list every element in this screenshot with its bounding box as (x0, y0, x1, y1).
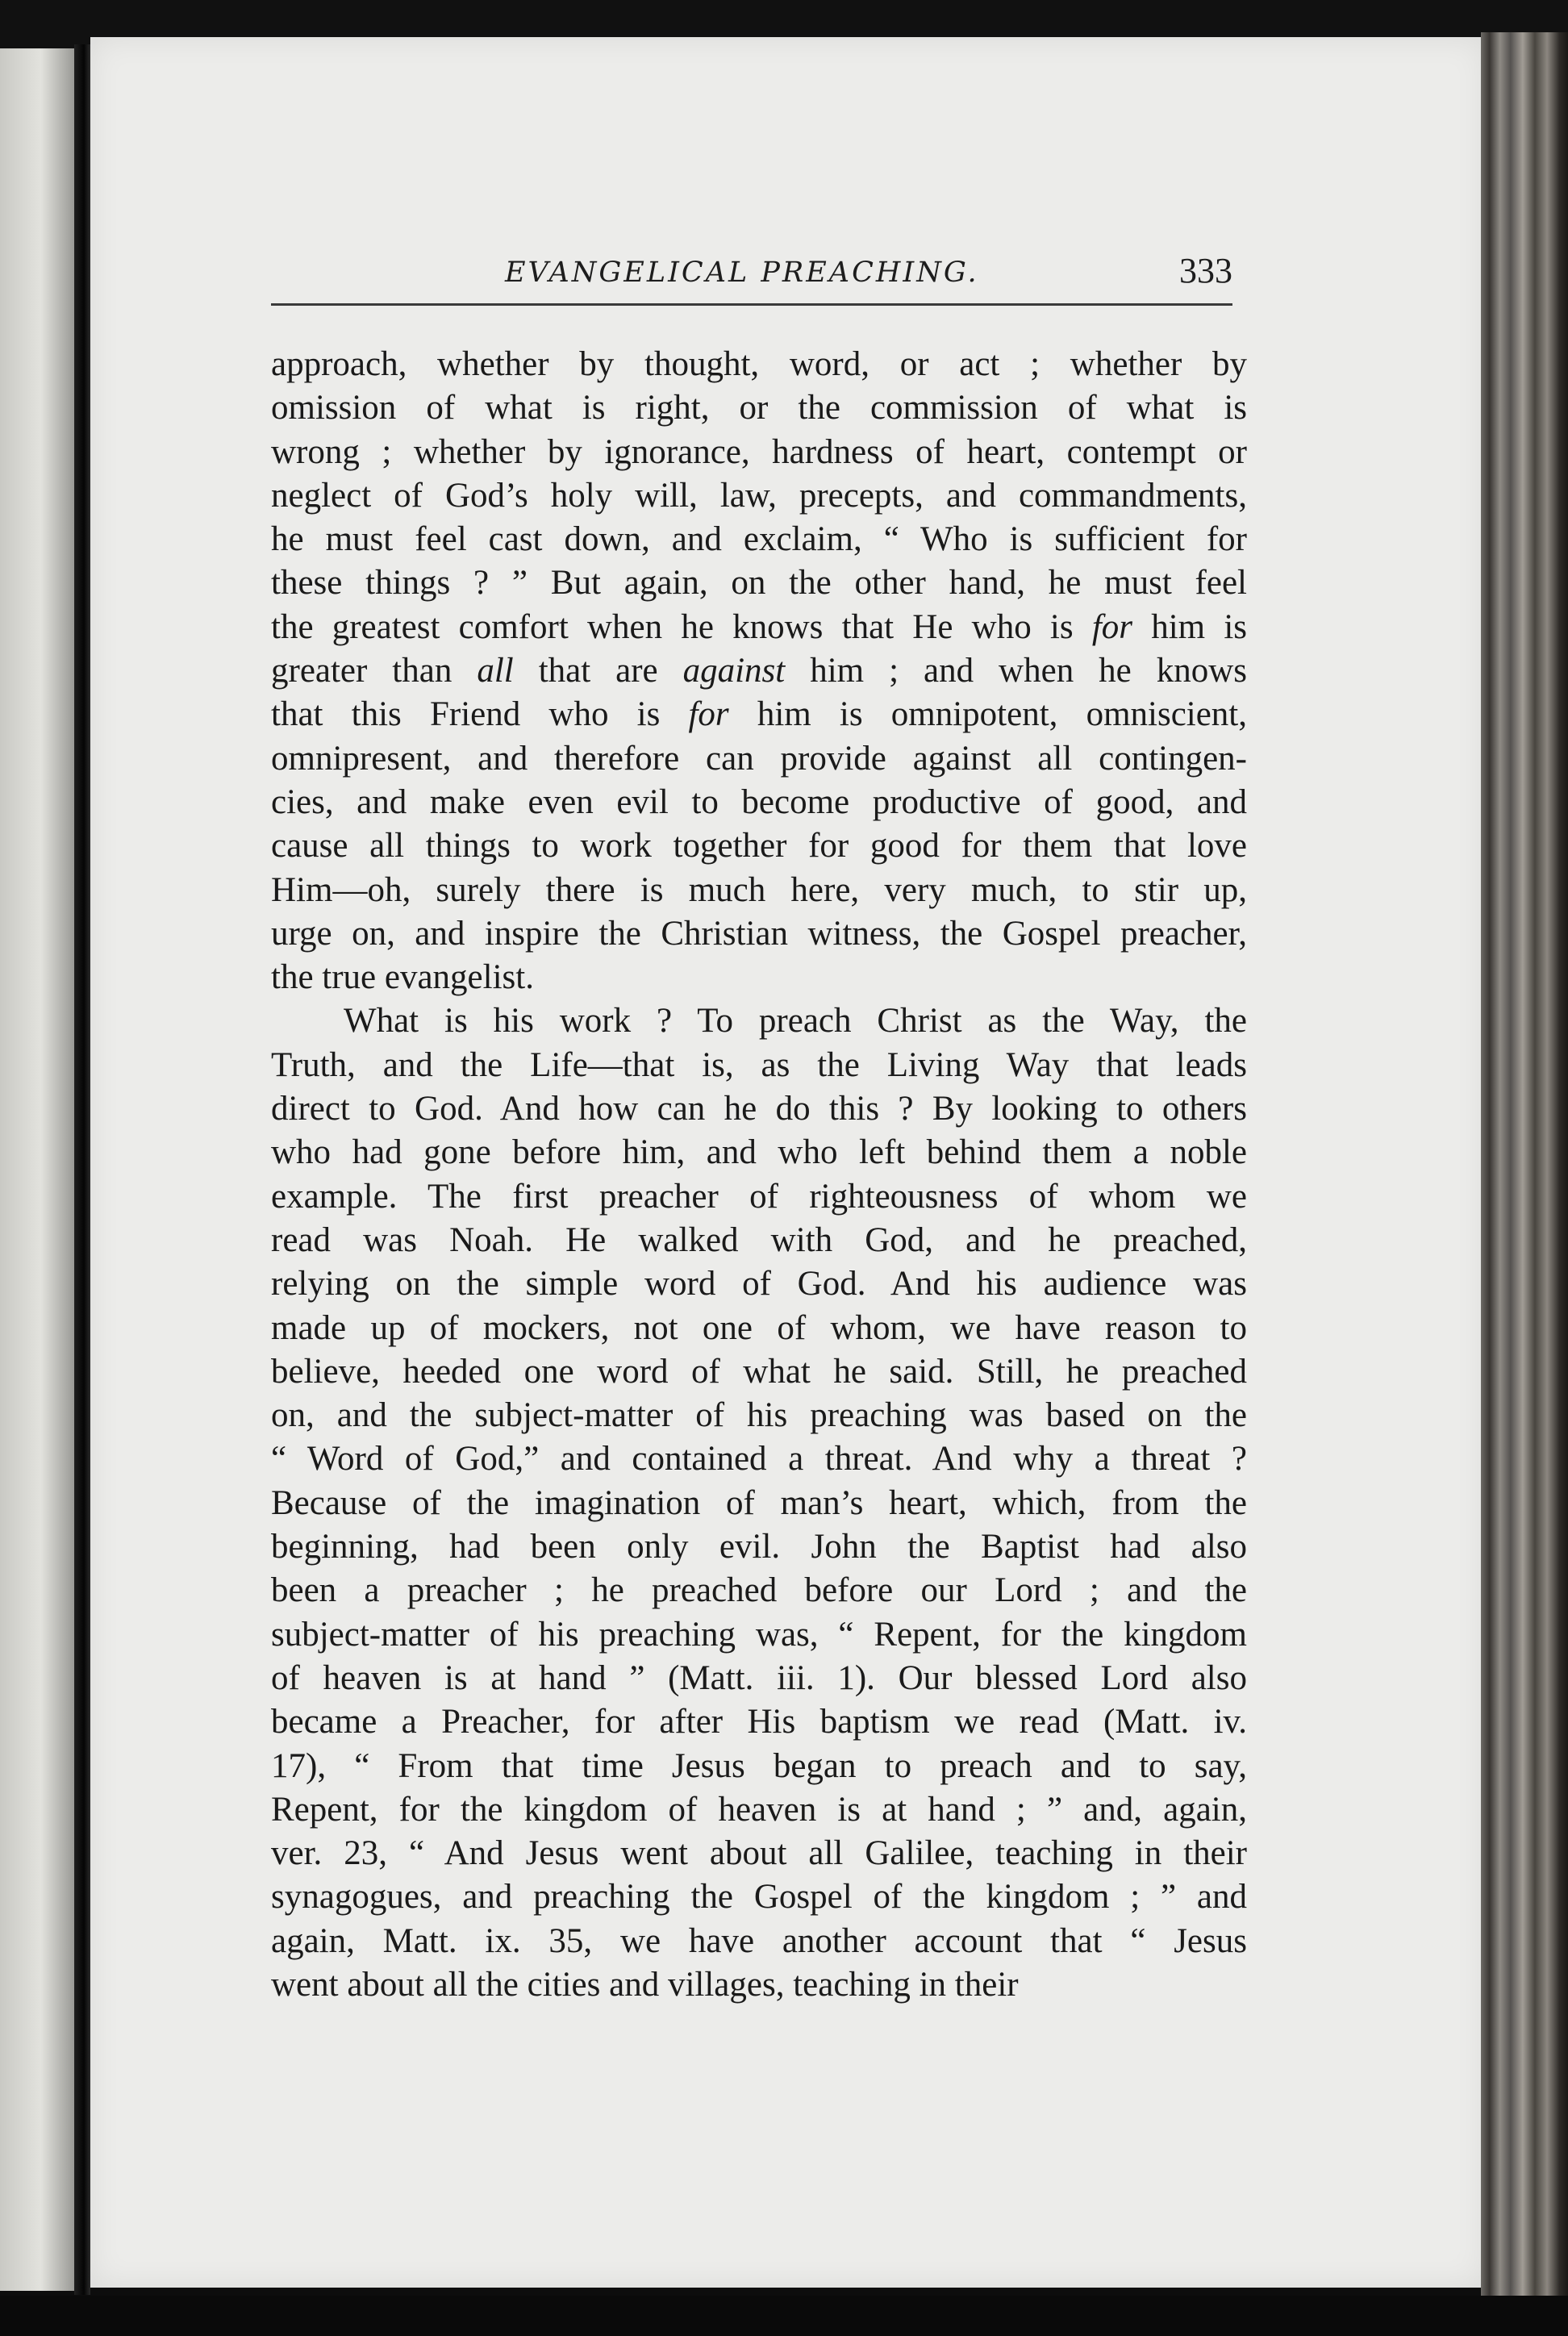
text-line (271, 343, 1247, 386)
text-run: “ Word of God,” and contained a threat. And why a threat ? (271, 1440, 1247, 1479)
text-line (271, 869, 1247, 912)
text-line (271, 693, 1247, 736)
running-head (271, 248, 1232, 305)
text-line (271, 1657, 1247, 1700)
italic-text: for (1091, 607, 1132, 646)
text-run: went about all the cities and villages, teaching in their (271, 1965, 1019, 2004)
text-run: approach, whether by thought, word, or act ; whether by (271, 345, 1247, 383)
body-text (271, 343, 1247, 2007)
text-line (271, 649, 1247, 693)
text-line (271, 1700, 1247, 1744)
text-line (271, 1745, 1247, 1788)
text-run: beginning, had been only evil. John the Baptist had also (271, 1528, 1247, 1566)
text-run: Repent, for the kingdom of heaven is at hand ; ” and, again, (271, 1790, 1247, 1829)
text-line (271, 912, 1247, 956)
text-line (271, 1131, 1247, 1174)
text-line (271, 1219, 1247, 1262)
text-run: wrong ; whether by ignorance, hardness of heart, contempt or (271, 432, 1247, 471)
text-line (271, 1963, 1247, 2007)
text-run: who had gone before him, and who left behind them a noble (271, 1133, 1247, 1172)
text-line (271, 737, 1247, 781)
text-line (271, 474, 1247, 518)
text-line (271, 1350, 1247, 1394)
text-line (271, 1044, 1247, 1087)
text-run: What is his work ? To preach Christ as the Way, the (344, 1002, 1247, 1041)
text-run: believe, heeded one word of what he said. Still, he preached (271, 1352, 1247, 1391)
text-line (271, 1788, 1247, 1832)
book-gutter (74, 44, 90, 2295)
text-line (271, 1920, 1247, 1963)
text-line (271, 999, 1247, 1043)
text-line (271, 781, 1247, 824)
text-run: subject-matter of his preaching was, “ Repent, for the kingdom (271, 1615, 1247, 1654)
text-run: these things ? ” But again, on the other hand, he must feel (271, 564, 1247, 603)
text-run: omnipresent, and therefore can provide against all contingen- (271, 739, 1247, 778)
text-line (271, 1832, 1247, 1875)
header-rule (271, 303, 1232, 306)
text-line (271, 1307, 1247, 1350)
text-line (271, 956, 1247, 999)
text-run: cies, and make even evil to become productive of good, and (271, 782, 1247, 821)
text-run: him is (1132, 607, 1247, 646)
text-line (271, 518, 1247, 561)
text-line (271, 824, 1247, 868)
text-line (271, 561, 1247, 605)
text-run: Because of the imagination of man’s heart, which, from the (271, 1483, 1247, 1522)
text-run: again, Matt. ix. 35, we have another account that “ Jesus (271, 1921, 1247, 1960)
text-run: him is omnipotent, omniscient, (728, 695, 1247, 734)
text-line (271, 1525, 1247, 1569)
text-line (271, 386, 1247, 430)
text-line (271, 1482, 1247, 1525)
text-run: on, and the subject-matter of his preaching was based on the (271, 1396, 1247, 1435)
text-line (271, 1569, 1247, 1612)
italic-text: all (477, 652, 514, 690)
text-run: urge on, and inspire the Christian witness, the Gospel preacher, (271, 914, 1247, 953)
text-run: made up of mockers, not one of whom, we have reason to (271, 1308, 1247, 1347)
text-run: synagogues, and preaching the Gospel of the kingdom ; ” and (271, 1878, 1247, 1917)
text-line (271, 606, 1247, 649)
text-run: the true evangelist. (271, 958, 534, 997)
text-run: cause all things to work together for good for them that love (271, 827, 1247, 866)
text-run: ver. 23, “ And Jesus went about all Galilee, teaching in their (271, 1834, 1247, 1873)
scan-bottom-border (0, 2296, 1568, 2336)
page-number: 333 (1179, 251, 1232, 290)
text-run: omission of what is right, or the commission of what is (271, 389, 1247, 428)
italic-text: against (682, 652, 786, 690)
text-line (271, 1613, 1247, 1657)
text-run: been a preacher ; he preached before our Lord ; and the (271, 1571, 1247, 1610)
text-run: Truth, and the Life—that is, as the Living Way that leads (271, 1045, 1247, 1084)
text-run: relying on the simple word of God. And his audience was (271, 1265, 1247, 1304)
text-line (271, 1394, 1247, 1437)
text-run: he must feel cast down, and exclaim, “ Who is sufficient for (271, 520, 1247, 559)
text-line (271, 1875, 1247, 1919)
text-run: read was Noah. He walked with God, and he preached, (271, 1220, 1247, 1259)
text-line (271, 1175, 1247, 1219)
italic-text: for (688, 695, 729, 734)
text-run: the greatest comfort when he knows that He who is (271, 607, 1092, 646)
text-run: direct to God. And how can he do this ? By looking to others (271, 1090, 1247, 1128)
text-run: Him—oh, surely there is much here, very much, to stir up, (271, 870, 1247, 909)
text-line (271, 431, 1247, 474)
right-book-edge (1481, 32, 1568, 2307)
text-line (271, 1262, 1247, 1306)
text-run: became a Preacher, for after His baptism we read (Matt. iv. (271, 1703, 1247, 1742)
text-run: that are (513, 652, 683, 690)
left-page-edge (0, 48, 74, 2291)
text-run: example. The first preacher of righteousness of whom we (271, 1177, 1247, 1216)
text-run: that this Friend who is (271, 695, 689, 734)
text-run: neglect of God’s holy will, law, precepts, and commandments, (271, 476, 1247, 515)
running-head-title: EVANGELICAL PREACHING. (505, 257, 979, 289)
text-run: greater than (271, 652, 477, 690)
text-run: 17), “ From that time Jesus began to preach and to say, (271, 1746, 1247, 1785)
text-run: of heaven is at hand ” (Matt. iii. 1). Our blessed Lord also (271, 1658, 1247, 1697)
text-line (271, 1437, 1247, 1481)
text-line (271, 1087, 1247, 1131)
text-run: him ; and when he knows (785, 652, 1247, 690)
